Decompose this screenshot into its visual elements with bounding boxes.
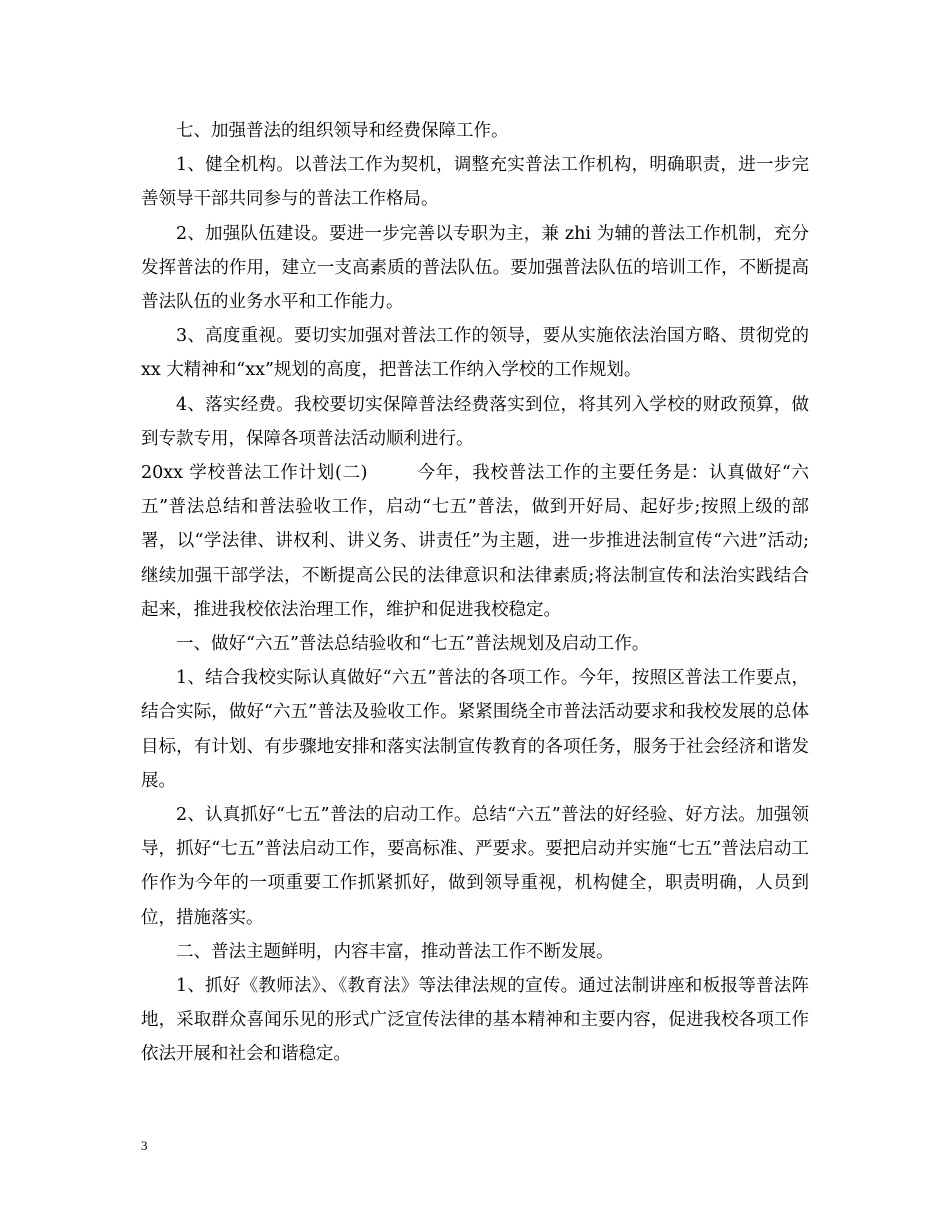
paragraph-teacher-law-promotion: 1、抓好《教师法》、《教育法》等法律法规的宣传。通过法制讲座和板报等普法阵地，采取群众喜闻乐见的形式广泛宣传法律的基本精神和主要内容，促进我校各项工作依法开展和社会和谐稳定。 [141, 976, 809, 1065]
paragraph-plan-two-intro: 20xx 学校普法工作计划(二) 今年，我校普法工作的主要任务是：认真做好“六五”普法总结和普法验收工作，启动“七五”普法，做到开好局、起好步;按照上级的部署，以“学法律、讲权利、讲义务、讲责任”为主题，进一步推进法制宣传“六进”活动;继续加强干部学法，不断提高公民的法律意识和法律素质;将法制宣传和法治实践结合起来，推进我校依法治理工作，维护和促进我校稳定。 [141, 463, 809, 620]
paragraph-high-attention: 3、高度重视。要切实加强对普法工作的领导，要从实施依法治国方略、贯彻党的 xx 大精神和“xx”规划的高度，把普法工作纳入学校的工作规划。 [141, 326, 815, 381]
paragraph-sixth-five-year-work: 1、结合我校实际认真做好“六五”普法的各项工作。今年，按照区普法工作要点，结合实际，做好“六五”普法及验收工作。紧紧围绕全市普法活动要求和我校发展的总体目标，有计划、有步骤地安排和落实法制宣传教育的各项任务，服务于社会经济和谐发展。 [141, 668, 809, 791]
page-number: 3 [141, 1138, 148, 1153]
heading-section-two: 二、普法主题鲜明，内容丰富，推动普法工作不断发展。 [176, 941, 614, 962]
heading-section-one: 一、做好“六五”普法总结验收和“七五”普法规划及启动工作。 [176, 634, 650, 655]
paragraph-funding: 4、落实经费。我校要切实保障普法经费落实到位，将其列入学校的财政预算，做到专款专用，保障各项普法活动顺利进行。 [141, 394, 809, 449]
document-body [141, 114, 815, 1072]
heading-section-seven: 七、加强普法的组织领导和经费保障工作。 [176, 121, 509, 141]
paragraph-establish-organization: 1、健全机构。以普法工作为契机，调整充实普法工作机构，明确职责，进一步完善领导干部共同参与的普法工作格局。 [141, 155, 809, 210]
paragraph-seventh-five-year-start: 2、认真抓好“七五”普法的启动工作。总结“六五”普法的好经验、好方法。加强领导，抓好“七五”普法启动工作，要高标准、严要求。要把启动并实施“七五”普法启动工作作为今年的一项重要工作抓紧抓好，做到领导重视，机构健全，职责明确，人员到位，措施落实。 [141, 805, 809, 928]
paragraph-team-building: 2、加强队伍建设。要进一步完善以专职为主，兼 zhi 为辅的普法工作机制，充分发挥普法的作用，建立一支高素质的普法队伍。要加强普法队伍的培训工作，不断提高普法队伍的业务水平和工作能力。 [141, 223, 809, 313]
